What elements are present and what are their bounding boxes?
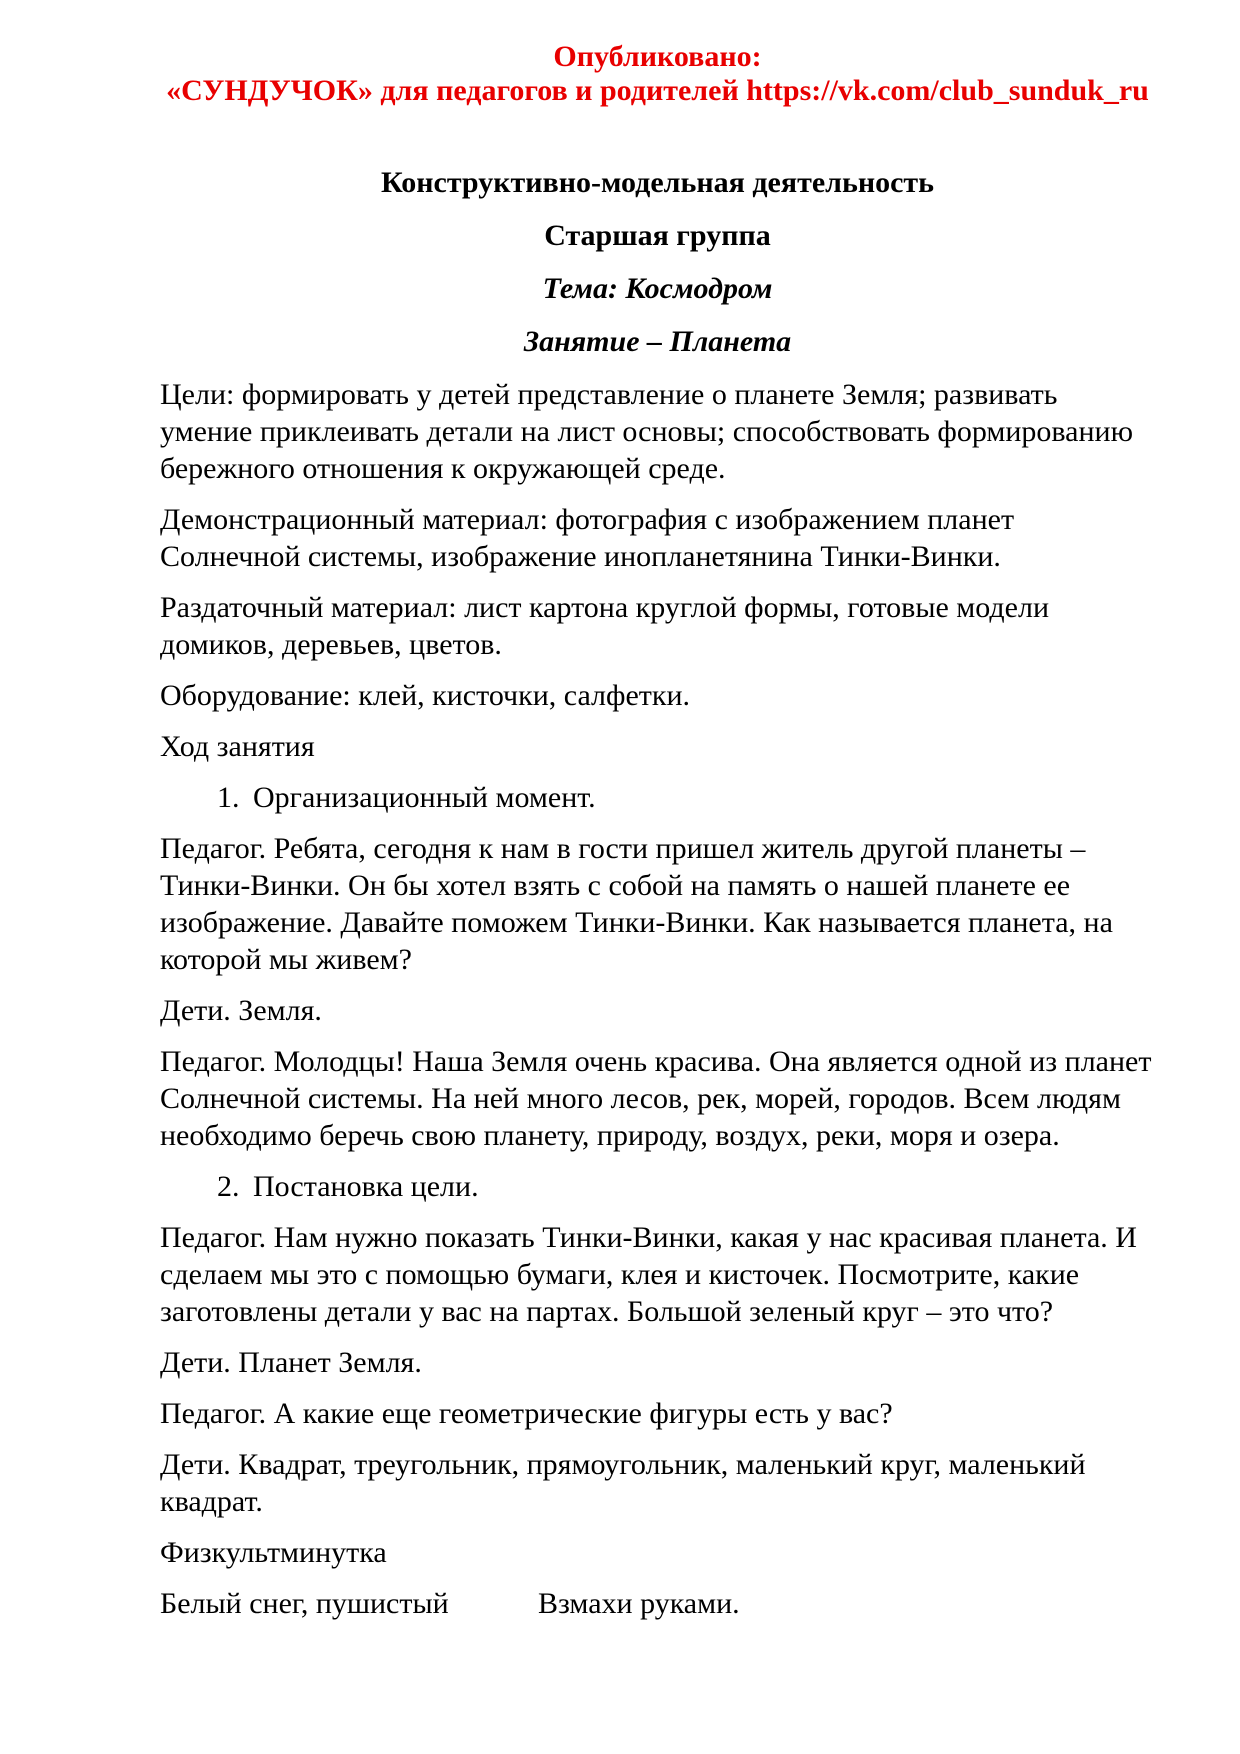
- paragraph-goals: Цели: формировать у детей представление о планете Земля; развивать умение приклеивать детали на лист основы; способствовать формированию бережного отношения к окружающей среде.: [160, 378, 1134, 485]
- title-theme: Тема: Космодром: [542, 272, 773, 305]
- physminute-action-text: Белый снег, пушистый: [160, 1587, 449, 1620]
- paragraph-children-3: Дети. Квадрат, треугольник, прямоугольник, маленький круг, маленький квадрат.: [160, 1448, 1086, 1518]
- paragraph-teacher-4: Педагог. А какие еще геометрические фигуры есть у вас?: [160, 1397, 893, 1430]
- publication-header-prefix: «СУНДУЧОК» для педагогов и родителей: [166, 74, 747, 107]
- physminute-movement-text: Взмахи руками.: [538, 1587, 740, 1620]
- paragraph-demo-material: Демонстрационный материал: фотография с изображением планет Солнечной системы, изображение инопланетянина Тинки-Винки.: [160, 503, 1015, 573]
- paragraph-handout-material: Раздаточный материал: лист картона круглой формы, готовые модели домиков, деревьев, цветов.: [160, 591, 1050, 661]
- paragraph-children-2: Дети. Планет Земля.: [160, 1346, 422, 1379]
- paragraph-teacher-2: Педагог. Молодцы! Наша Земля очень красива. Она является одной из планет Солнечной системы. На ней много лесов, рек, морей, городов. Всем людям необходимо беречь свою планету, природу, воздух, реки, моря и озера.: [160, 1045, 1152, 1152]
- paragraph-teacher-3: Педагог. Нам нужно показать Тинки-Винки, какая у нас красивая планета. И сделаем мы это с помощью бумаги, клея и кисточек. Посмотрите, какие заготовлены детали у вас на партах. Большой зеленый круг – это что?: [160, 1221, 1137, 1328]
- publication-header-line2: [160, 74, 1155, 108]
- publication-header: [160, 40, 1155, 108]
- list-item-2: [217, 1168, 1155, 1205]
- list-item-1-text: Организационный момент.: [253, 781, 596, 814]
- publication-header-line1: Опубликовано:: [553, 40, 762, 73]
- lesson-flow-heading: Ход занятия: [160, 730, 315, 763]
- list-item-2-text: Постановка цели.: [253, 1170, 479, 1203]
- list-item-1: [217, 779, 1155, 816]
- paragraph-children-1: Дети. Земля.: [160, 994, 322, 1027]
- title-activity: Конструктивно-модельная деятельность: [380, 166, 935, 199]
- vk-link[interactable]: https://vk.com/club_sunduk_ru: [746, 74, 1149, 107]
- title-lesson: Занятие – Планета: [523, 325, 792, 358]
- physminute-line: [160, 1585, 1155, 1622]
- list-item-2-number: 2.: [217, 1170, 240, 1203]
- list-item-1-number: 1.: [217, 781, 240, 814]
- paragraph-teacher-1: Педагог. Ребята, сегодня к нам в гости пришел житель другой планеты – Тинки-Винки. Он бы хотел взять с собой на память о нашей планете ее изображение. Давайте поможем Тинки-Винки. Как называется планета, на которой мы живем?: [160, 832, 1113, 976]
- title-group: Старшая группа: [544, 219, 771, 252]
- paragraph-physminute: Физкультминутка: [160, 1536, 387, 1569]
- paragraph-equipment: Оборудование: клей, кисточки, салфетки.: [160, 679, 690, 712]
